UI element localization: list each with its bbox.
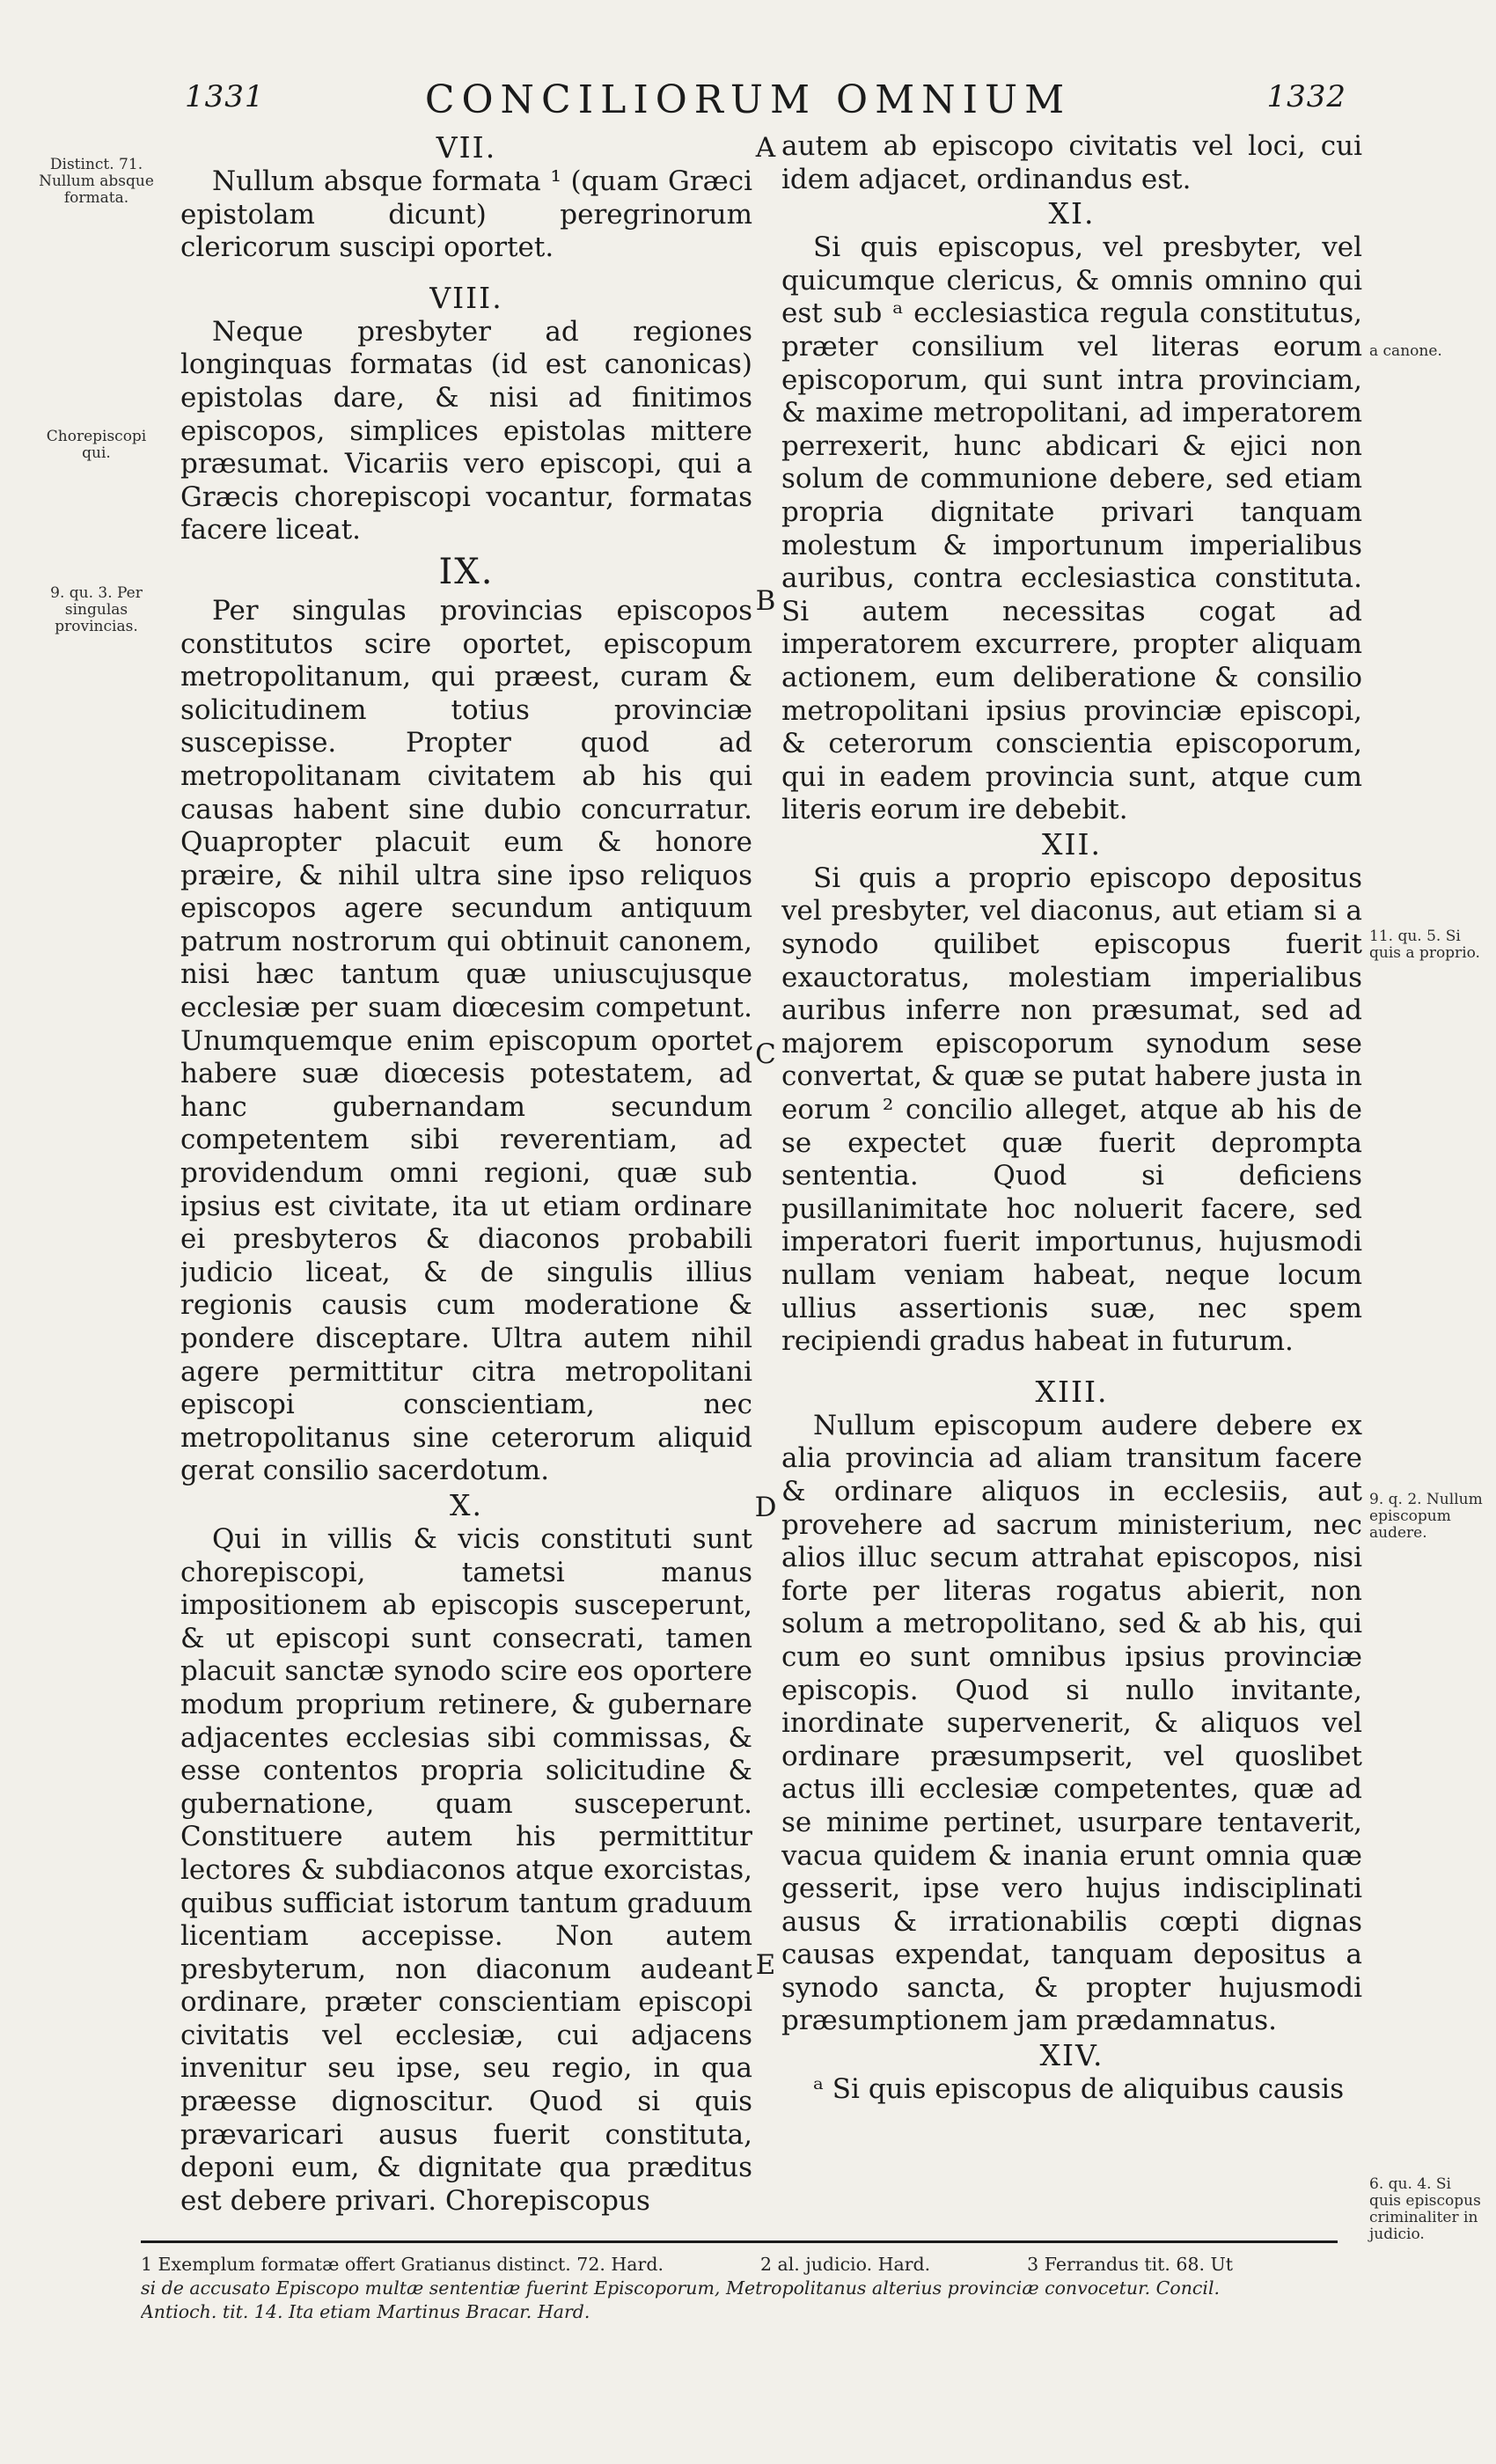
- gutter-letter: D: [754, 1492, 777, 1523]
- margin-note: 9. qu. 3. Per singulas provincias.: [50, 584, 143, 635]
- canon-paragraph: ᵃ Si quis episcopus de aliquibus causis: [813, 2073, 1345, 2106]
- margin-note: a canone.: [1369, 342, 1442, 360]
- canon-number-heading: XII.: [1041, 826, 1103, 862]
- canon-paragraph: Per singulas provincias episcopos constitutos scire oportet, episcopum metropolitanum, qui præest, curam & solicitudinem totius provinciæ suscepisse. Propter quod ad metropolitanam civitatem ab his qui causas habent sine dubio concurratur. Quapropter placuit eum & honore præire, & nihil ultra sine ipso reliquos episcopos agere secundum antiquum patrum nostrorum qui obtinuit canonem, nisi hæc tantum quæ uniuscujusque ecclesiæ per suam diœcesim competunt. Unumquemque enim episcopum oportet habere suæ diœcesis potestatem, ad hanc gubernandam secundum competentem sibi reverentiam, ad providendum omni regioni, quæ sub ipsius est civitate, ita ut etiam ordinare ei presbyteros & diaconos probabili judicio liceat, & de singulis illius regionis causis cum moderatione & pondere disceptare. Ultra autem nihil agere permittitur citra metropolitani episcopi conscientiam, nec metropolitanus sine ceterorum aliquid gerat consilio sacerdotum.: [180, 594, 752, 1487]
- footnote-divider: [141, 2240, 1338, 2243]
- footnotes: [141, 2253, 1338, 2324]
- paragraph-gap: [781, 1359, 1362, 1375]
- canon-paragraph: Nullum episcopum audere debere ex alia provincia ad aliam transitum facere & ordinare aliquos in ecclesiis, aut provehere ad sacrum ministerium, nec alios illuc secum attrahat episcopos, nisi forte per literas rogatus abierit, non solum a metropolitano, sed & ab his, qui cum eo sunt omnibus ipsius provinciæ episcopis. Quod si nullo invitante, inordinate supervenerit, & aliquos vel ordinare præsumpserit, vel quoslibet actus illi ecclesiæ competentes, quæ ad se minime pertinet, usurpare tentaverit, vacua quidem & inania erunt omnia quæ gesserit, ipse vero hujus indisciplinati ausus & irrationabilis cœpti dignas causas expendat, tanquam depositus a synodo sancta, & propter hujusmodi præsumptionem jam prædamnatus.: [781, 1409, 1362, 2037]
- right-text-column: [781, 130, 1362, 2216]
- canon-number-heading: VII.: [436, 130, 497, 165]
- canon-number-heading: XIII.: [1035, 1374, 1109, 1409]
- canon-paragraph: Nullum absque formata ¹ (quam Græci epistolam dicunt) peregrinorum clericorum suscipi oportet.: [180, 165, 752, 264]
- canon-number-heading: IX.: [438, 551, 495, 592]
- running-title: CONCILIORUM OMNIUM: [424, 77, 1072, 122]
- gutter-letter: E: [755, 1949, 776, 1981]
- canon-paragraph: Qui in villis & vicis constituti sunt chorepiscopi, tametsi manus impositionem ab episcopis susceperunt, & ut episcopi sunt consecrati, tamen placuit sanctæ synodo scire eos oportere modum proprium retinere, & gubernare adjacentes ecclesias sibi commissas, & esse contentos propria solicitudine & gubernatione, quam susceperunt. Constituere autem his permittitur lectores & subdiaconos atque exorcistas, quibus sufficiat istorum tantum graduum licentiam accepisse. Non autem presbyterum, non diaconum audeant ordinare, præter conscientiam episcopi civitatis vel ecclesiæ, cui adjacens invenitur seu ipse, seu regio, in qua præesse dignoscitur. Quod si quis prævaricari ausus fuerit constituta, deponi eum, & dignitate qua præditus est debere privari. Chorepiscopus: [180, 1522, 752, 2216]
- canon-paragraph: Neque presbyter ad regiones longinquas formatas (id est canonicas) epistolas dare, & nisi ad finitimos episcopos, simplices epistolas mittere præsumat. Vicariis vero episcopi, qui a Græcis chorepiscopi vocantur, formatas facere liceat.: [180, 315, 752, 546]
- canon-paragraph: Si quis a proprio episcopo depositus vel presbyter, vel diaconus, aut etiam si a synodo quilibet episcopus fuerit exauctoratus, molestiam imperialibus auribus inferre non præsumat, sed ad majorem episcoporum synodum sese convertat, & quæ se putat habere justa in eorum ² concilio alleget, atque ab his de se expectet quæ fuerit deprompta sententia. Quod si deficiens pusillanimitate hoc noluerit facere, sed imperatori fuerit importunus, hujusmodi nullam veniam habeat, neque locum ullius assertionis suæ, nec spem recipiendi gradus habeat in futurum.: [781, 862, 1362, 1358]
- gutter-letter: A: [755, 132, 776, 164]
- paragraph-gap: [180, 265, 752, 281]
- footnote-3: 3 Ferrandus tit. 68. Ut: [1027, 2254, 1234, 2275]
- footnote-continuation: si de accusato Episcopo multæ sententiæ fuerint Episcoporum, Metropolitanus alterius provinciæ convocetur. Concil.: [141, 2277, 1221, 2299]
- gutter-letter: C: [755, 1038, 776, 1070]
- footnote-line: [141, 2253, 1338, 2277]
- left-text-column: [180, 130, 752, 2216]
- canon-paragraph: autem ab episcopo civitatis vel loci, cui idem adjacet, ordinandus est.: [781, 130, 1362, 195]
- canon-paragraph: Si quis episcopus, vel presbyter, vel quicumque clericus, & omnis omnino qui est sub ᵃ ecclesiastica regula constitutus, præter consilium vel literas eorum episcoporum, qui sunt intra provinciam, & maxime metropolitani, ad imperatorem perrexerit, hunc abdicari & ejici non solum de communione debere, sed etiam propria dignitate privari tanquam molestum & importunum imperialibus auribus, contra ecclesiastica constituta. Si autem necessitas cogat ad imperatorem excurrere, propter aliquam actionem, eum deliberatione & consilio metropolitani ipsius provinciæ episcopi, & ceterorum conscientia episcoporum, qui in eadem provincia sunt, atque cum literis eorum ire debebit.: [781, 231, 1362, 826]
- margin-note: 11. qu. 5. Si quis a proprio.: [1369, 928, 1480, 962]
- footnote-line: [141, 2277, 1338, 2300]
- footnote-2: 2 al. judicio. Hard.: [759, 2254, 931, 2275]
- canon-number-heading: VIII.: [429, 280, 503, 315]
- margin-note: Distinct. 71. Nullum absque formata.: [39, 156, 154, 207]
- margin-note: 9. q. 2. Nullum episcopum audere.: [1369, 1491, 1483, 1542]
- footnote-line: [141, 2300, 1338, 2324]
- gutter-letter: B: [755, 585, 776, 617]
- footnote-1: 1 Exemplum formatæ offert Gratianus distinct. 72. Hard.: [141, 2254, 664, 2275]
- canon-number-heading: XI.: [1048, 196, 1096, 231]
- margin-note: 6. qu. 4. Si quis episcopus criminaliter in judicio.: [1369, 2175, 1481, 2243]
- page-number-left: 1331: [185, 79, 265, 114]
- canon-number-heading: X.: [450, 1487, 483, 1522]
- footnote-continuation: Antioch. tit. 14. Ita etiam Martinus Bracar. Hard.: [141, 2301, 590, 2322]
- canon-number-heading: XIV.: [1039, 2038, 1104, 2073]
- page-number-right: 1332: [1266, 79, 1346, 114]
- margin-note: Chorepiscopi qui.: [46, 428, 147, 462]
